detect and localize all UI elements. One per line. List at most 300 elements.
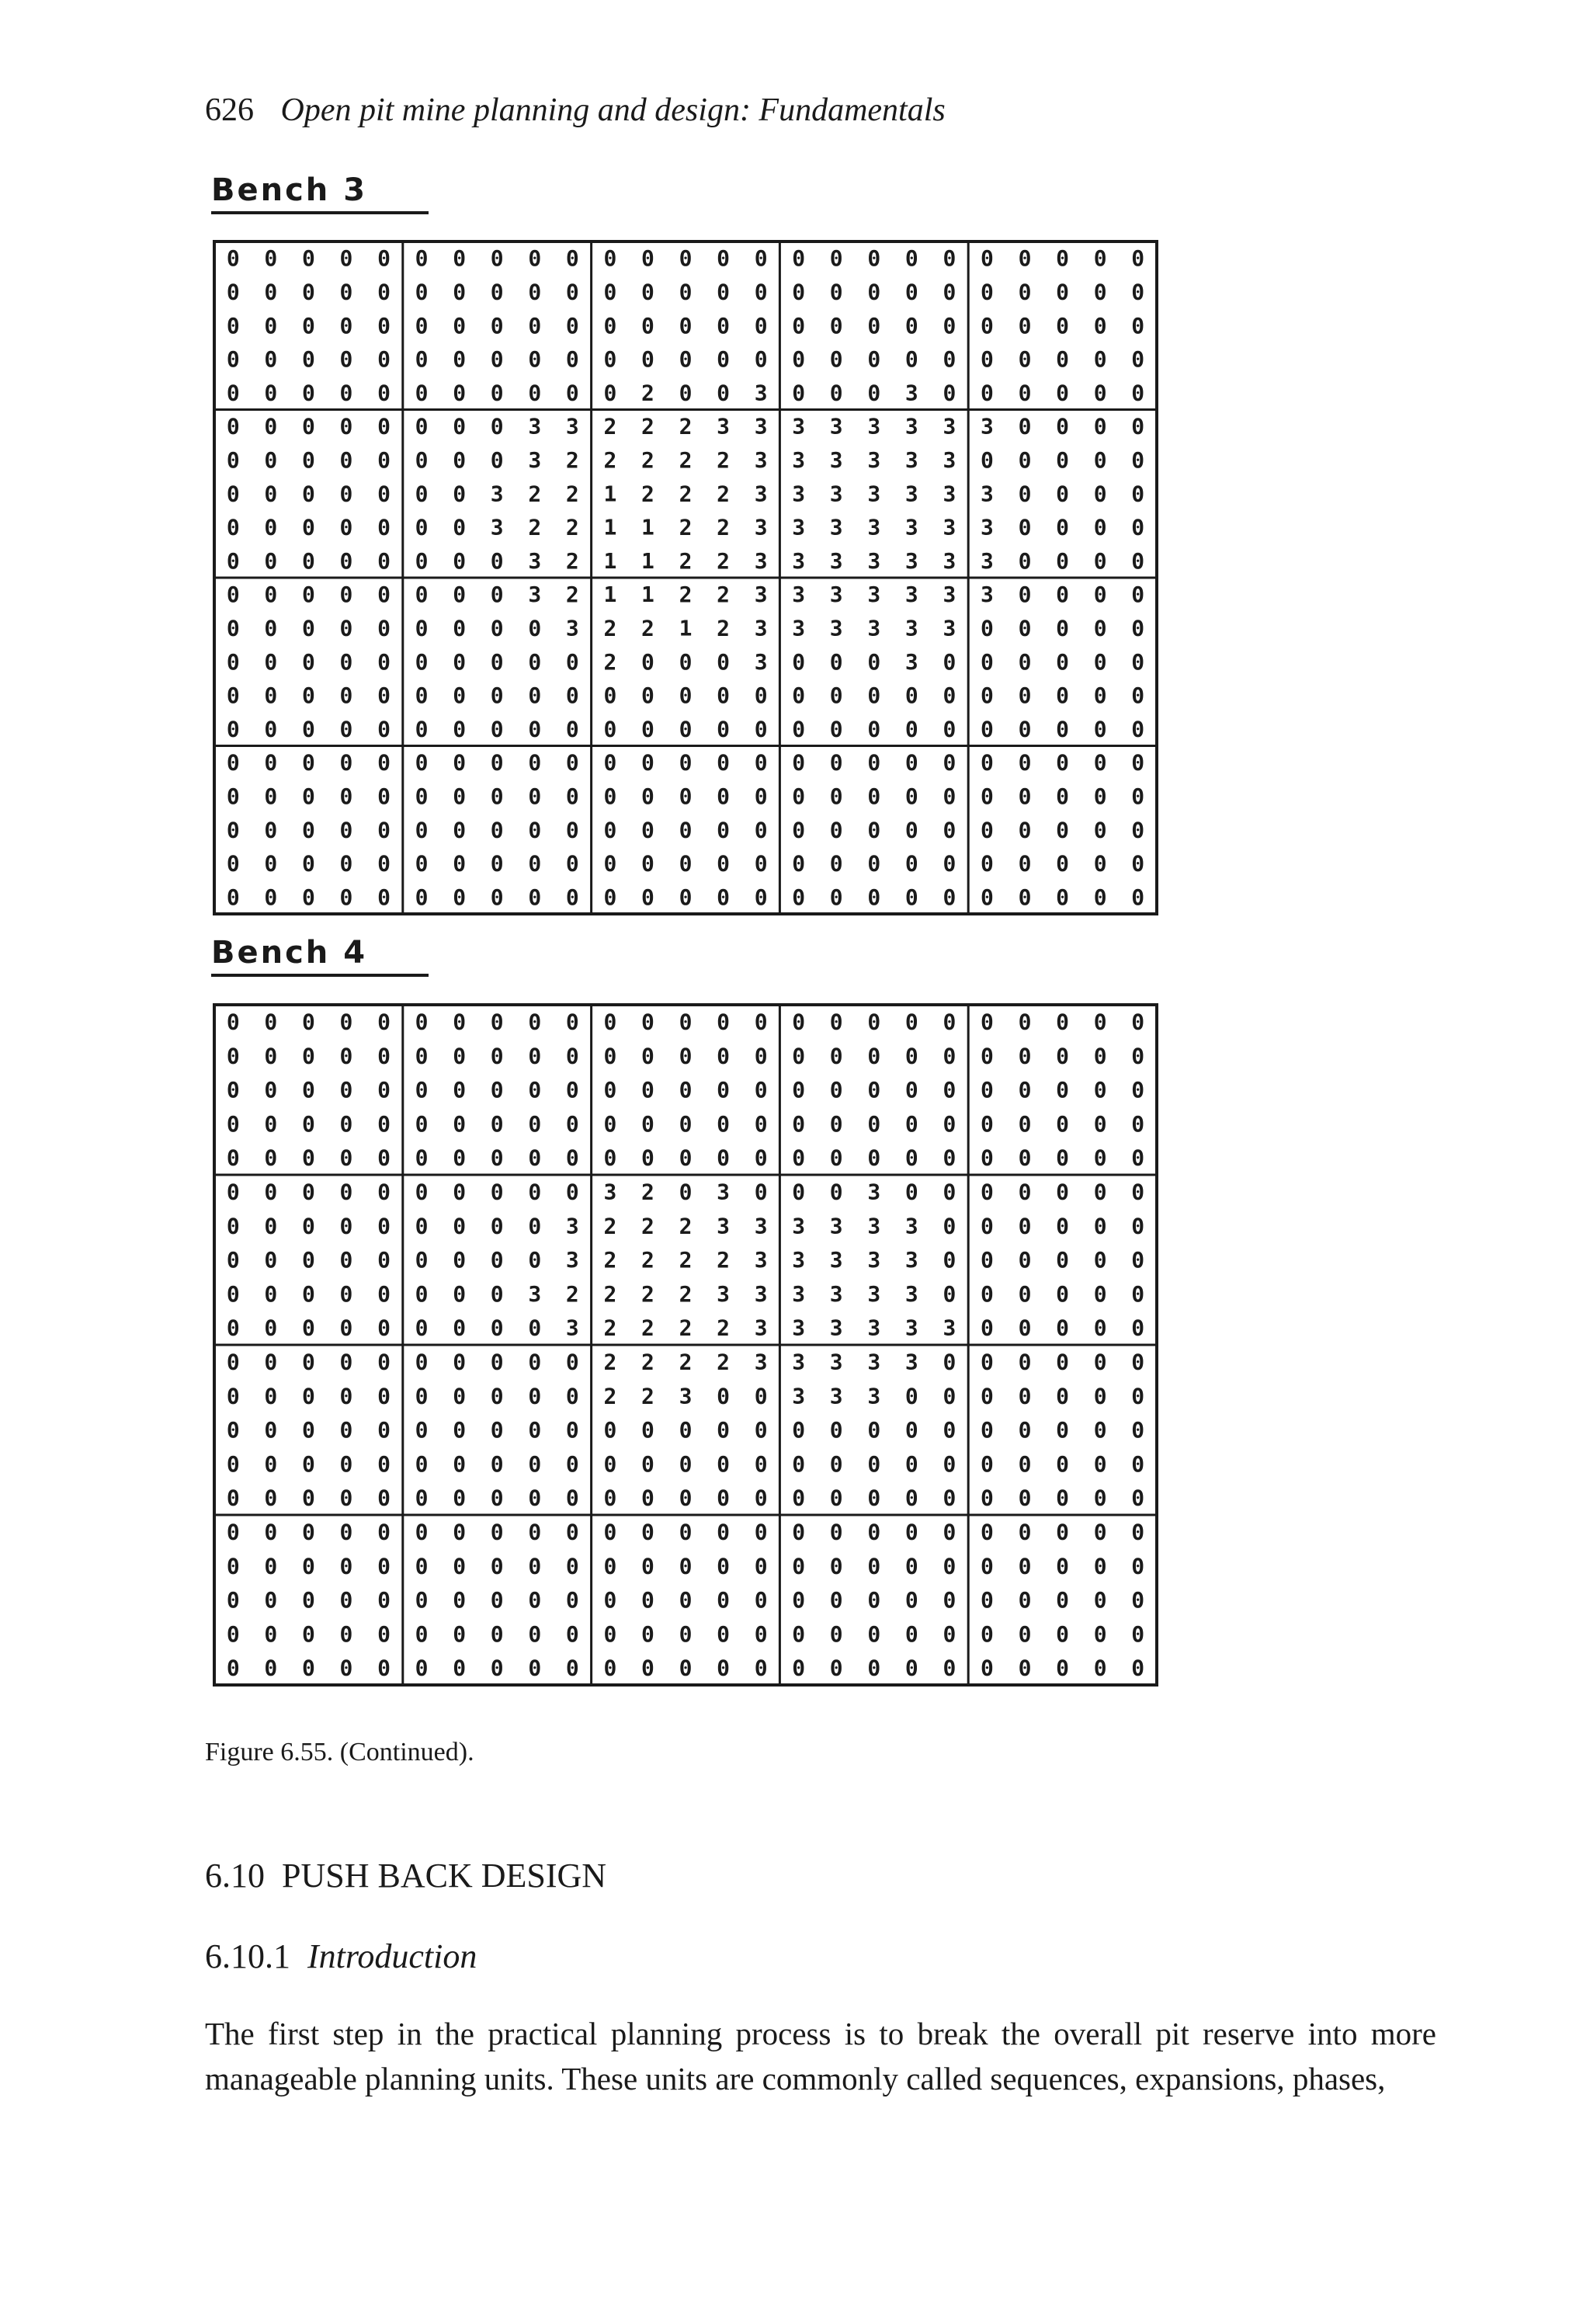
block-value: 0 [264,1043,278,1069]
block-value: 0 [981,1315,994,1341]
block-value: 0 [792,380,806,406]
block-value: 0 [1131,547,1145,574]
block-value: 0 [829,1655,843,1681]
block-value: 2 [641,1179,654,1205]
block-value: 0 [226,615,240,641]
block-value: 0 [1131,1519,1145,1545]
block-value: 0 [377,279,391,305]
block-value: 2 [565,481,579,507]
block-value: 0 [981,1077,994,1103]
block-value: 0 [679,683,693,709]
block-value: 3 [867,1280,881,1307]
block-value: 0 [904,1519,918,1545]
block-value: 0 [415,817,429,843]
block-value: 0 [264,1485,278,1511]
block-value: 3 [717,1179,730,1205]
block-value: 0 [490,1077,504,1103]
block-value: 3 [717,413,730,439]
block-value: 0 [339,481,353,507]
block-value: 0 [565,1383,579,1409]
block-value: 0 [415,279,429,305]
section-title: PUSH BACK DESIGN [282,1857,607,1895]
block-value: 3 [867,446,881,473]
block-value: 0 [490,1280,504,1307]
block-value: 0 [1131,481,1145,507]
block-value: 0 [453,749,467,776]
block-value: 0 [981,884,994,910]
figure-caption: Figure 6.55. (Continued). [205,1738,474,1766]
block-value: 3 [829,413,843,439]
block-value: 0 [867,346,881,373]
block-value: 3 [829,1315,843,1341]
block-value: 3 [904,547,918,574]
block-value: 0 [1056,1315,1070,1341]
block-value: 2 [603,648,617,675]
subsection-heading [205,1937,477,1976]
block-value: 3 [565,1247,579,1273]
block-value: 3 [867,1383,881,1409]
block-value: 0 [377,1247,391,1273]
block-value: 0 [754,1450,768,1477]
block-value: 0 [1056,1009,1070,1035]
block-value: 0 [1056,1485,1070,1511]
block-value: 3 [754,514,768,540]
block-value: 0 [415,850,429,877]
block-value: 0 [226,1553,240,1579]
block-value: 0 [226,683,240,709]
block-value: 0 [226,648,240,675]
block-value: 0 [565,1485,579,1511]
block-value: 0 [754,312,768,339]
block-value: 0 [377,1621,391,1647]
block-value: 0 [301,716,315,742]
block-value: 0 [829,749,843,776]
block-value: 0 [904,346,918,373]
block-value: 0 [264,514,278,540]
block-value: 0 [264,1383,278,1409]
block-value: 0 [301,547,315,574]
block-value: 0 [415,1315,429,1341]
block-value: 0 [904,783,918,809]
block-value: 0 [829,279,843,305]
block-value: 0 [415,1621,429,1647]
block-value: 0 [904,245,918,272]
block-value: 0 [679,346,693,373]
block-value: 0 [264,1519,278,1545]
block-value: 0 [377,1009,391,1035]
block-value: 0 [867,1009,881,1035]
block-value: 0 [829,312,843,339]
block-value: 0 [1056,1519,1070,1545]
block-value: 0 [339,1043,353,1069]
block-value: 0 [490,615,504,641]
block-value: 0 [717,1145,730,1171]
block-value: 0 [943,1655,956,1681]
block-value: 0 [226,481,240,507]
block-value: 0 [453,1417,467,1443]
block-value: 0 [867,1621,881,1647]
block-value: 0 [943,1587,956,1614]
block-value: 0 [226,749,240,776]
block-value: 0 [1093,1145,1107,1171]
block-value: 0 [792,850,806,877]
block-value: 0 [453,1349,467,1375]
block-value: 0 [754,1179,768,1205]
block-value: 0 [301,615,315,641]
block-value: 0 [453,1043,467,1069]
block-value: 3 [981,547,994,574]
block-value: 3 [792,1213,806,1239]
block-value: 0 [943,1179,956,1205]
block-value: 3 [754,481,768,507]
block-value: 0 [377,648,391,675]
block-value: 3 [867,413,881,439]
block-value: 0 [981,1110,994,1137]
block-value: 2 [717,514,730,540]
block-value: 0 [904,1655,918,1681]
block-value: 0 [1093,446,1107,473]
block-value: 2 [679,1315,693,1341]
block-value: 0 [264,380,278,406]
block-value: 0 [603,1077,617,1103]
block-value: 0 [1056,1417,1070,1443]
block-value: 0 [603,1009,617,1035]
block-value: 3 [565,413,579,439]
block-value: 1 [641,514,654,540]
block-value: 0 [528,1621,542,1647]
block-value: 0 [943,1009,956,1035]
block-value: 0 [226,346,240,373]
block-value: 0 [1093,1655,1107,1681]
block-value: 0 [339,547,353,574]
block-value: 2 [717,446,730,473]
block-value: 0 [377,1485,391,1511]
block-value: 0 [339,279,353,305]
block-value: 0 [1018,1043,1032,1069]
block-value: 0 [1056,514,1070,540]
block-value: 0 [415,547,429,574]
block-value: 0 [1093,1553,1107,1579]
block-value: 0 [301,1383,315,1409]
block-value: 3 [867,1349,881,1375]
block-value: 3 [792,1315,806,1341]
block-value: 3 [754,1349,768,1375]
block-value: 0 [904,1009,918,1035]
block-value: 0 [943,1450,956,1477]
block-value: 3 [904,1315,918,1341]
block-value: 2 [528,514,542,540]
block-value: 0 [1056,380,1070,406]
block-value: 0 [1018,547,1032,574]
body-paragraph: The first step in the practical planning process is to break the overall pit reserve into more manageable planning units. These units are commonly called sequences, expansions, phases, [205,2016,1436,2096]
block-value: 0 [904,1383,918,1409]
block-value: 0 [1018,1519,1032,1545]
block-value: 3 [943,481,956,507]
block-value: 0 [792,1621,806,1647]
block-value: 3 [528,446,542,473]
block-value: 0 [943,884,956,910]
block-value: 0 [1093,312,1107,339]
block-value: 0 [301,1519,315,1545]
block-value: 0 [1018,1655,1032,1681]
block-value: 0 [490,279,504,305]
block-value: 0 [754,1417,768,1443]
block-value: 0 [981,1349,994,1375]
block-value: 0 [717,1655,730,1681]
block-value: 0 [226,582,240,608]
block-value: 0 [301,481,315,507]
block-value: 0 [415,1247,429,1273]
block-value: 3 [754,1315,768,1341]
block-value: 0 [679,1450,693,1477]
block-value: 0 [264,1621,278,1647]
block-value: 3 [792,446,806,473]
block-value: 0 [339,346,353,373]
block-value: 3 [717,1213,730,1239]
block-value: 0 [641,312,654,339]
block-value: 0 [226,1417,240,1443]
block-value: 0 [490,1179,504,1205]
block-value: 0 [264,683,278,709]
block-value: 0 [339,1009,353,1035]
block-value: 0 [490,1450,504,1477]
block-value: 3 [528,582,542,608]
block-value: 0 [565,1417,579,1443]
block-value: 0 [377,1145,391,1171]
block-value: 0 [603,1485,617,1511]
block-value: 0 [1093,1315,1107,1341]
block-value: 0 [641,346,654,373]
block-value: 0 [565,1145,579,1171]
block-value: 3 [792,615,806,641]
block-value: 0 [867,749,881,776]
block-value: 0 [1056,312,1070,339]
block-value: 3 [829,1247,843,1273]
block-value: 3 [754,615,768,641]
block-value: 0 [226,884,240,910]
block-value: 0 [641,783,654,809]
block-value: 0 [792,1009,806,1035]
block-value: 0 [981,1383,994,1409]
block-value: 0 [943,312,956,339]
block-value: 0 [1018,1247,1032,1273]
block-value: 0 [981,380,994,406]
block-value: 0 [453,716,467,742]
block-value: 0 [490,547,504,574]
block-value: 0 [565,245,579,272]
block-value: 0 [867,1450,881,1477]
block-value: 2 [717,582,730,608]
block-value: 0 [226,1587,240,1614]
block-value: 3 [829,514,843,540]
block-value: 0 [301,312,315,339]
block-value: 0 [1131,1621,1145,1647]
block-value: 0 [867,1145,881,1171]
block-value: 0 [904,1077,918,1103]
block-value: 0 [565,1179,579,1205]
block-value: 0 [264,547,278,574]
block-value: 0 [565,1553,579,1579]
block-value: 0 [377,1213,391,1239]
block-value: 0 [453,582,467,608]
block-value: 0 [377,1587,391,1614]
block-value: 0 [981,1621,994,1647]
block-value: 0 [754,279,768,305]
block-value: 0 [792,749,806,776]
block-value: 0 [453,481,467,507]
block-value: 0 [453,547,467,574]
block-value: 0 [339,1553,353,1579]
block-value: 0 [603,279,617,305]
block-value: 0 [301,1280,315,1307]
block-value: 0 [829,1043,843,1069]
block-value: 0 [565,1450,579,1477]
block-value: 0 [1131,783,1145,809]
block-value: 0 [904,716,918,742]
block-value: 0 [792,1655,806,1681]
block-value: 0 [867,1553,881,1579]
block-value: 0 [867,1485,881,1511]
block-value: 0 [1056,1213,1070,1239]
block-value: 3 [528,1280,542,1307]
block-value: 0 [679,648,693,675]
block-value: 0 [1131,648,1145,675]
block-value: 2 [679,1280,693,1307]
block-value: 0 [339,446,353,473]
block-value: 0 [490,850,504,877]
block-value: 3 [565,615,579,641]
block-value: 0 [981,1450,994,1477]
block-value: 0 [603,749,617,776]
block-value: 0 [641,1043,654,1069]
block-value: 0 [490,1315,504,1341]
block-value: 0 [415,1485,429,1511]
block-value: 0 [1093,1587,1107,1614]
block-value: 0 [339,648,353,675]
block-value: 0 [717,1553,730,1579]
block-value: 0 [679,312,693,339]
block-value: 0 [679,1485,693,1511]
block-value: 0 [1131,1485,1145,1511]
block-value: 3 [829,615,843,641]
block-value: 2 [565,514,579,540]
block-value: 0 [1093,1450,1107,1477]
block-value: 0 [377,884,391,910]
block-value: 0 [264,1450,278,1477]
block-value: 3 [904,514,918,540]
block-value: 0 [1131,1247,1145,1273]
block-value: 3 [792,1383,806,1409]
block-value: 0 [301,1655,315,1681]
block-value: 0 [1056,1587,1070,1614]
bench-4-grid [210,1000,1161,1690]
block-value: 0 [301,279,315,305]
block-value: 0 [565,380,579,406]
block-value: 3 [829,582,843,608]
block-value: 2 [641,1247,654,1273]
block-value: 0 [1131,716,1145,742]
block-value: 0 [717,1077,730,1103]
block-value: 0 [1018,1077,1032,1103]
block-value: 0 [717,749,730,776]
block-value: 0 [301,1077,315,1103]
block-value: 0 [981,1519,994,1545]
block-value: 0 [1093,582,1107,608]
block-value: 0 [603,1450,617,1477]
block-value: 0 [641,884,654,910]
bench-4-label: Bench 4 [211,935,429,977]
block-value: 0 [490,1145,504,1171]
block-value: 0 [415,1280,429,1307]
block-value: 0 [981,615,994,641]
block-value: 0 [453,615,467,641]
block-value: 0 [565,1519,579,1545]
block-value: 0 [1018,1349,1032,1375]
block-value: 3 [490,481,504,507]
block-value: 0 [415,1587,429,1614]
block-value: 0 [981,1213,994,1239]
block-value: 0 [339,749,353,776]
block-value: 0 [490,1553,504,1579]
block-value: 0 [641,1485,654,1511]
block-value: 0 [943,346,956,373]
block-value: 0 [943,380,956,406]
block-value: 0 [717,279,730,305]
block-value: 1 [603,481,617,507]
block-value: 0 [717,1519,730,1545]
block-value: 2 [641,1280,654,1307]
block-value: 0 [1018,1009,1032,1035]
block-value: 3 [754,1213,768,1239]
block-value: 0 [1093,1485,1107,1511]
block-value: 0 [377,582,391,608]
block-value: 0 [641,1145,654,1171]
block-value: 0 [829,346,843,373]
block-value: 0 [679,1655,693,1681]
block-value: 0 [377,514,391,540]
block-value: 0 [792,884,806,910]
block-value: 0 [754,1553,768,1579]
block-value: 0 [264,1280,278,1307]
block-value: 0 [339,1655,353,1681]
block-value: 0 [679,380,693,406]
block-value: 0 [904,683,918,709]
block-value: 2 [717,1349,730,1375]
block-value: 0 [415,446,429,473]
block-value: 0 [904,1553,918,1579]
block-value: 3 [904,648,918,675]
block-value: 0 [453,514,467,540]
block-value: 3 [565,1213,579,1239]
block-value: 3 [904,1247,918,1273]
block-value: 3 [943,1315,956,1341]
block-value: 2 [679,582,693,608]
block-value: 0 [904,1621,918,1647]
block-value: 0 [1018,1179,1032,1205]
block-value: 0 [565,749,579,776]
block-value: 0 [717,683,730,709]
block-value: 0 [301,648,315,675]
block-value: 0 [490,1043,504,1069]
block-value: 0 [754,245,768,272]
block-value: 0 [1056,1077,1070,1103]
block-value: 0 [679,1145,693,1171]
block-value: 0 [565,850,579,877]
block-value: 0 [301,514,315,540]
block-value: 0 [792,1110,806,1137]
block-value: 3 [943,514,956,540]
block-value: 0 [829,1145,843,1171]
